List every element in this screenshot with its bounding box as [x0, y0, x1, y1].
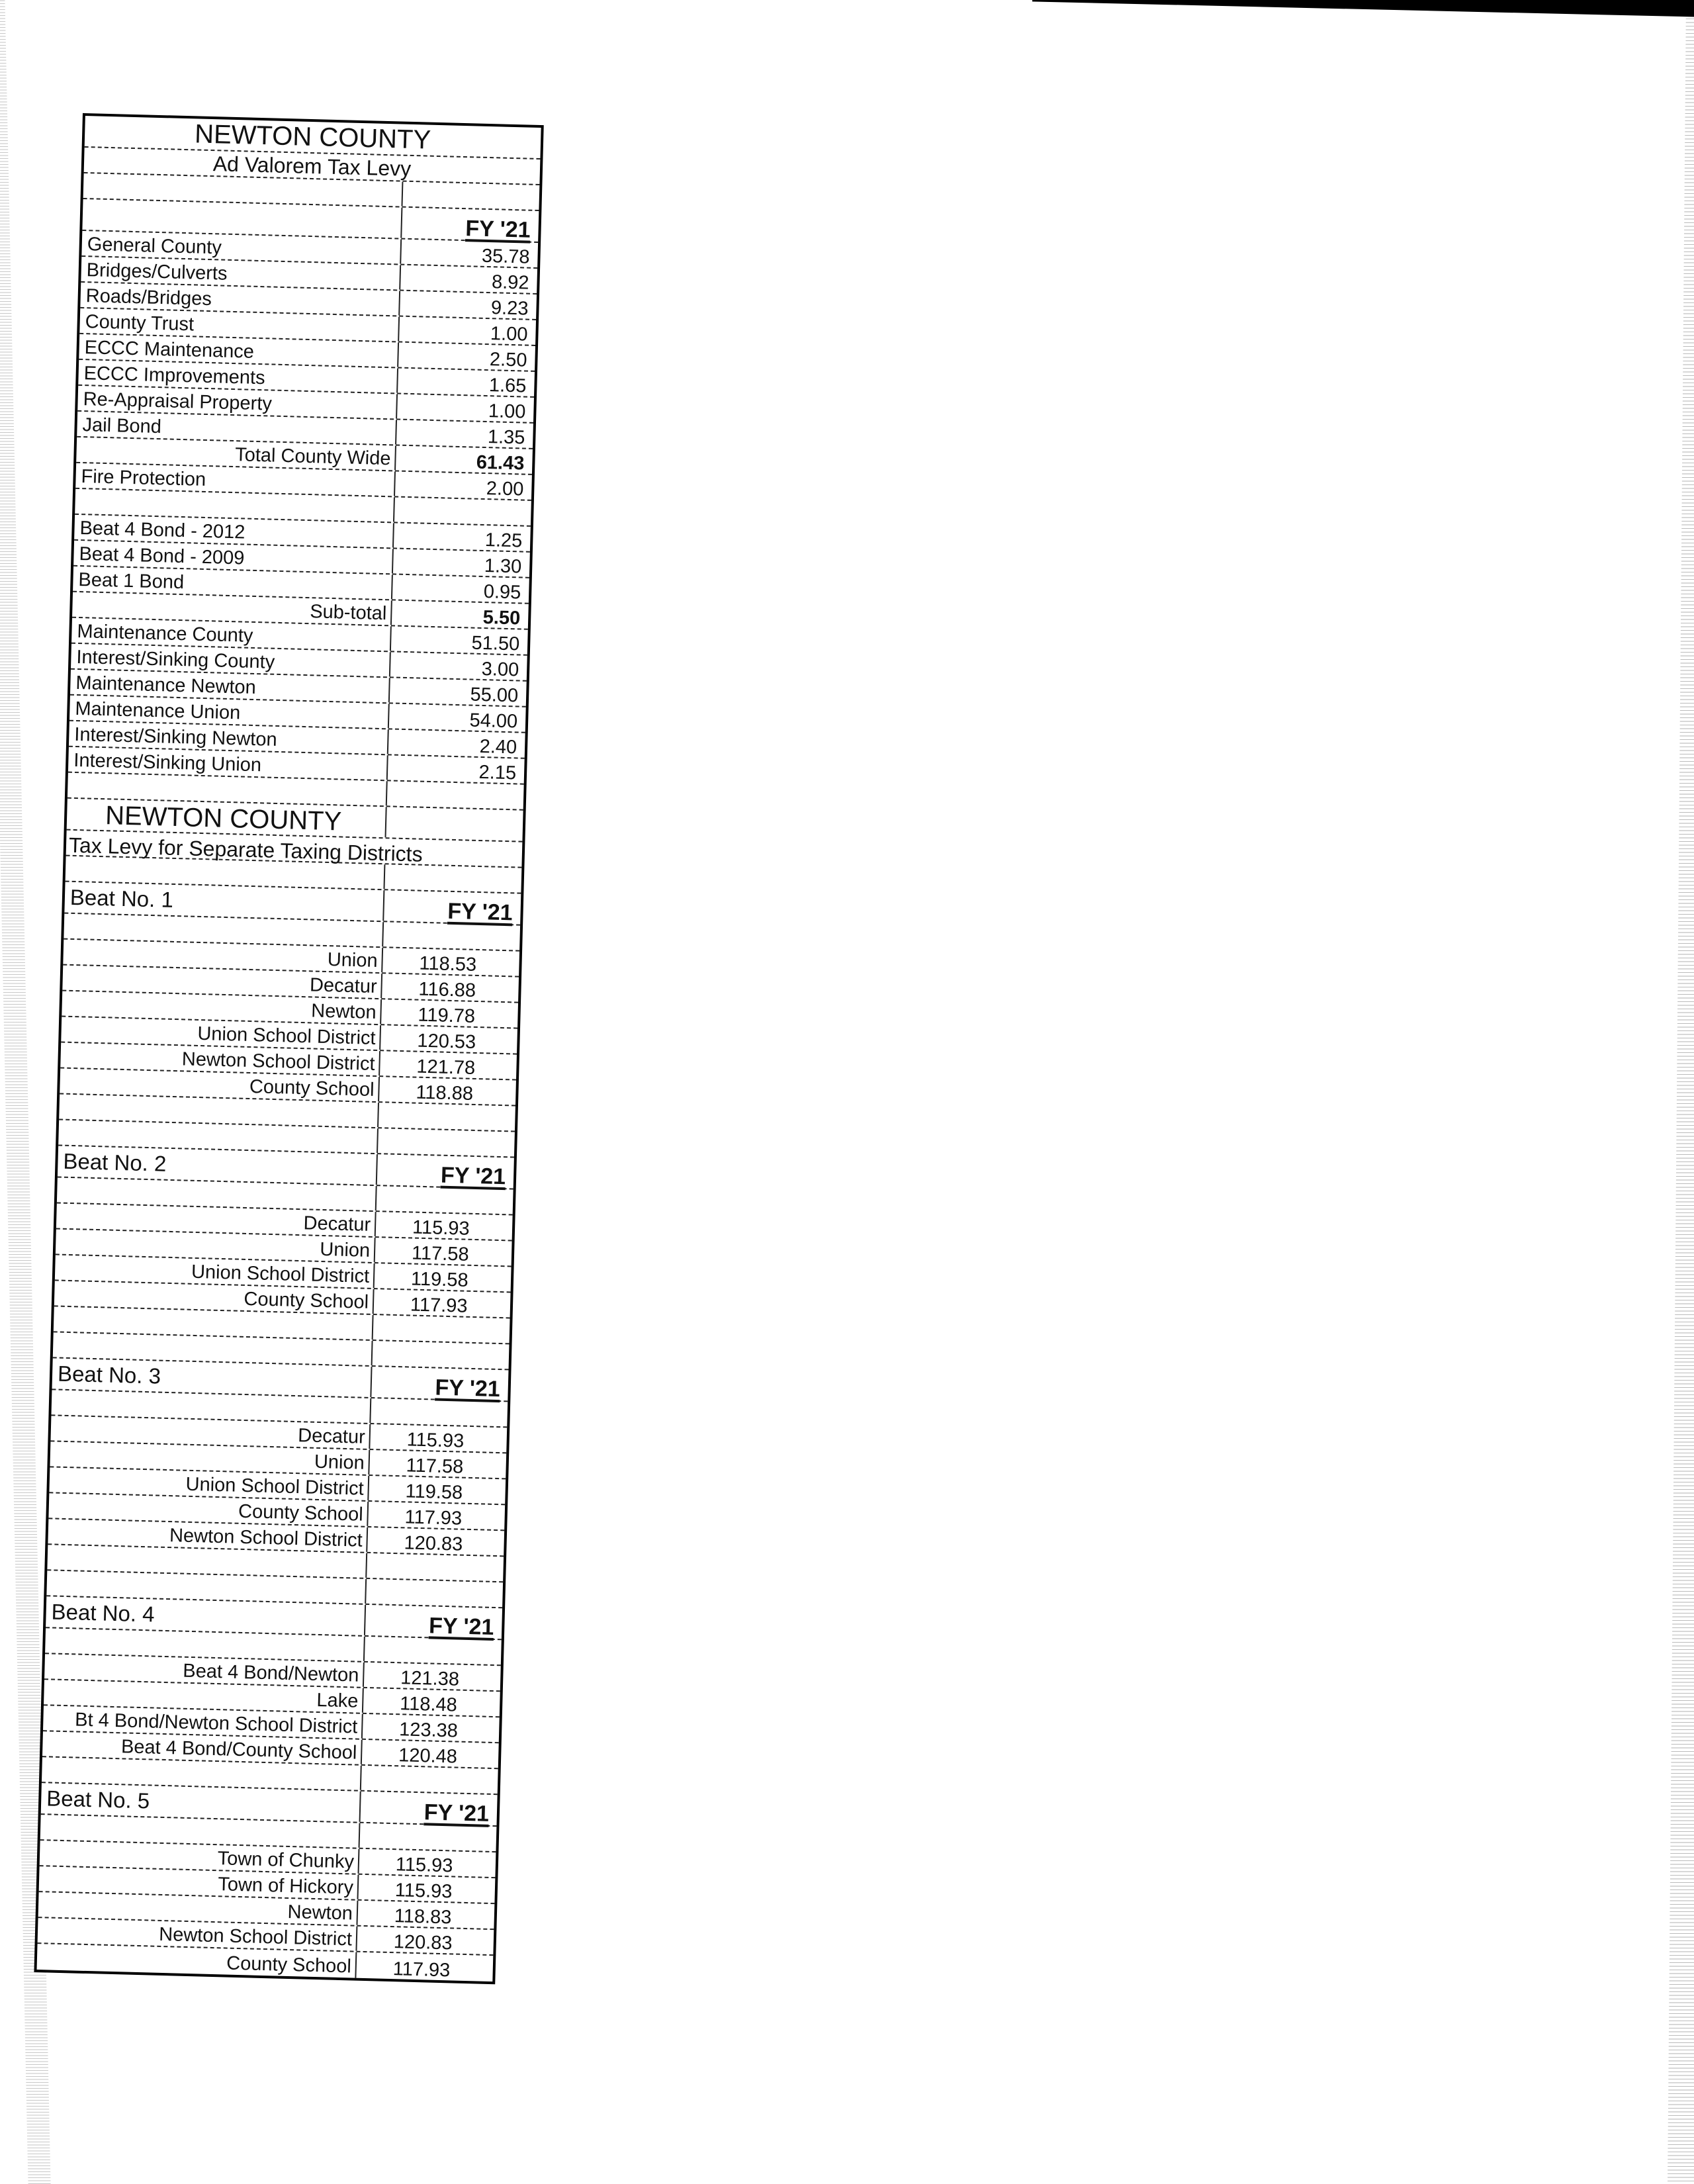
row-value: 1.00 [490, 323, 528, 345]
row-label: Maintenance County [71, 618, 392, 651]
row-value: 117.58 [406, 1455, 464, 1478]
row-label: County School [37, 1944, 357, 1978]
row-label: Fire Protection [75, 463, 396, 496]
fy-column-header: FY '21 [465, 216, 531, 243]
tax-levy-table [34, 113, 543, 1984]
scan-edge-right [1668, 0, 1694, 2184]
row-value: 117.93 [410, 1294, 468, 1317]
row-value: 117.58 [411, 1242, 470, 1265]
row-label: Jail Bond [77, 412, 397, 445]
row-value: 120.48 [398, 1745, 458, 1768]
row-label: Union School District [55, 1255, 375, 1288]
row-value: 118.48 [399, 1693, 458, 1716]
row-value: 118.53 [419, 952, 477, 976]
row-value: 2.00 [486, 478, 524, 500]
row-label: Beat 4 Bond/County School [42, 1731, 363, 1764]
row-label: Maintenance Union [69, 696, 390, 729]
beat-1-name: Beat No. 1 [69, 884, 174, 912]
row-label: County School [48, 1493, 369, 1526]
row-value: 119.58 [410, 1268, 468, 1291]
row-label: Roads/Bridges [80, 283, 400, 316]
row-value: 9.23 [490, 297, 529, 320]
row-label: Town of Hickory [39, 1866, 359, 1899]
row-label: County School [60, 1069, 380, 1102]
row-label: Beat 4 Bond/Newton [44, 1654, 365, 1687]
row-value: 120.53 [417, 1030, 476, 1053]
row-label: Maintenance Newton [70, 670, 390, 703]
row-value: 116.88 [418, 978, 476, 1001]
beat-2-name: Beat No. 2 [63, 1148, 167, 1176]
row-label: Newton School District [48, 1519, 368, 1552]
row-label: Newton School District [38, 1918, 358, 1951]
subtotal-label: Sub-total [72, 592, 392, 625]
scan-top-shadow [1032, 0, 1694, 20]
row-label: ECCC Improvements [78, 360, 398, 393]
row-label: Town of Chunky [40, 1841, 360, 1874]
row-label: Newton [62, 991, 382, 1024]
beat-3-name: Beat No. 3 [57, 1361, 161, 1388]
row-value: 123.38 [398, 1719, 459, 1742]
fy-column-header: FY '21 [424, 1799, 490, 1827]
beat-5-name: Beat No. 5 [46, 1785, 150, 1813]
row-value: 1.65 [488, 375, 527, 397]
row-value: 2.40 [479, 735, 517, 758]
row-label: General County [81, 231, 402, 264]
row-value: 1.35 [487, 426, 525, 449]
fy-column-header: FY '21 [440, 1162, 506, 1190]
row-label: Beat 4 Bond - 2009 [73, 541, 394, 574]
row-value: 2.50 [489, 349, 527, 371]
row-label: Union School District [49, 1467, 369, 1500]
row-value: 35.78 [481, 245, 530, 268]
row-label: Beat 1 Bond [73, 567, 393, 600]
row-label: Union [63, 940, 383, 973]
row-value: 118.88 [416, 1081, 474, 1105]
row-label: Interest/Sinking Newton [69, 721, 389, 754]
row-label: Decatur [56, 1203, 377, 1236]
row-label: ECCC Maintenance [79, 334, 399, 367]
row-value: 54.00 [469, 709, 518, 733]
row-value: 1.00 [488, 400, 526, 423]
row-value: 1.30 [484, 555, 522, 578]
row-value: 51.50 [471, 632, 520, 655]
row-label: Newton [38, 1892, 359, 1925]
row-value: 119.78 [418, 1004, 476, 1027]
row-value: 8.92 [491, 271, 529, 294]
row-label: Lake [44, 1680, 364, 1713]
page-subtitle: Ad Valorem Tax Levy [212, 152, 412, 181]
row-label: Interest/Sinking Union [68, 747, 388, 780]
row-label: Bridges/Culverts [81, 257, 401, 290]
fy-column-header: FY '21 [428, 1613, 494, 1640]
row-value: 1.25 [484, 529, 523, 552]
districts-title: NEWTON COUNTY [105, 801, 342, 837]
row-label: County School [54, 1281, 375, 1314]
row-label: Beat 4 Bond - 2012 [74, 515, 394, 548]
row-value: 115.93 [406, 1429, 465, 1452]
row-value: 2.15 [478, 761, 517, 784]
row-label: Bt 4 Bond/Newton School District [43, 1706, 363, 1739]
total-label: Total County Wide [76, 437, 396, 471]
districts-subtitle: Tax Levy for Separate Taxing Districts [68, 833, 424, 866]
row-value: 55.00 [470, 684, 519, 707]
fy-column-header: FY '21 [447, 898, 513, 926]
row-label: Re-Appraisal Property [77, 386, 398, 419]
row-label: Newton School District [60, 1043, 380, 1076]
total-value: 61.43 [476, 451, 525, 475]
row-value: 117.93 [404, 1506, 463, 1529]
row-value: 115.93 [395, 1854, 453, 1877]
row-label: Decatur [50, 1416, 371, 1449]
row-label: Decatur [62, 966, 382, 999]
row-value: 117.93 [392, 1958, 451, 1981]
row-label: Union [56, 1229, 376, 1262]
row-label: Union School District [61, 1017, 381, 1050]
row-value: 0.95 [483, 581, 521, 604]
row-label: Interest/Sinking County [71, 644, 391, 677]
row-value: 118.83 [394, 1905, 452, 1929]
row-label: County Trust [79, 308, 400, 341]
row-value: 121.38 [400, 1667, 460, 1690]
row-value: 3.00 [481, 658, 519, 681]
row-value: 120.83 [404, 1532, 463, 1555]
row-value: 120.83 [393, 1931, 453, 1954]
row-value: 119.58 [405, 1480, 463, 1504]
subtotal-value: 5.50 [482, 607, 521, 629]
row-value: 121.78 [416, 1056, 476, 1079]
beat-4-name: Beat No. 4 [51, 1598, 156, 1627]
row-label: Union [50, 1441, 370, 1475]
page-title: NEWTON COUNTY [194, 119, 431, 155]
row-value: 115.93 [394, 1880, 453, 1903]
fy-column-header: FY '21 [435, 1375, 501, 1402]
row-value: 115.93 [412, 1216, 470, 1240]
